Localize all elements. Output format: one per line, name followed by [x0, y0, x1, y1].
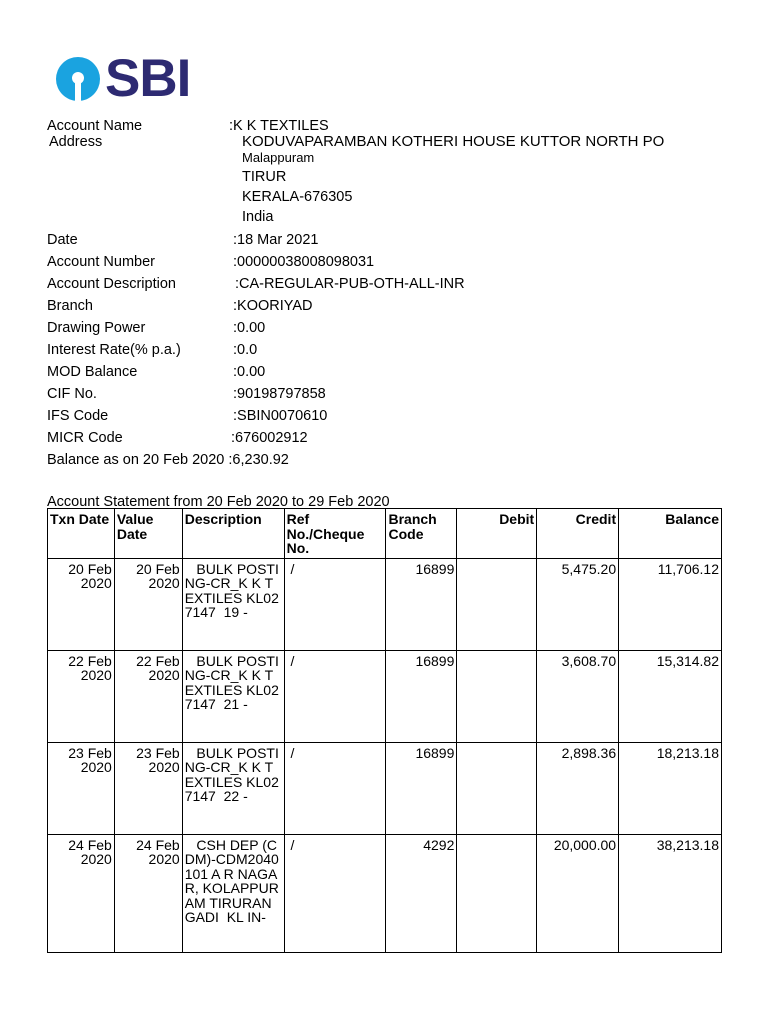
col-header-value-date: Value Date: [114, 509, 182, 559]
table-row: [48, 558, 722, 650]
ref-cell: /: [284, 742, 386, 834]
credit-cell: 3,608.70: [537, 650, 619, 742]
ref-cell: /: [284, 834, 386, 952]
col-header-balance: Balance: [619, 509, 722, 559]
address-line: KODUVAPARAMBAN KOTHERI HOUSE KUTTOR NORTH PO: [242, 133, 665, 150]
ifs-code-label: IFS Code: [47, 408, 109, 424]
branch-code-cell: 16899: [386, 742, 457, 834]
interest-rate-label: Interest Rate(% p.a.): [47, 342, 181, 358]
col-header-credit: Credit: [537, 509, 619, 559]
address-line: TIRUR: [242, 169, 287, 185]
mod-balance-label: MOD Balance: [47, 364, 138, 380]
debit-cell: [457, 650, 537, 742]
table-row: [48, 742, 722, 834]
credit-cell: 2,898.36: [537, 742, 619, 834]
cif-number-value: :90198797858: [233, 386, 326, 402]
debit-cell: [457, 742, 537, 834]
account-description-value: :CA-REGULAR-PUB-OTH-ALL-INR: [235, 276, 465, 292]
branch-code-cell: 16899: [386, 558, 457, 650]
debit-cell: [457, 558, 537, 650]
branch-code-cell: 16899: [386, 650, 457, 742]
txn-date-cell: 20 Feb 2020: [48, 558, 115, 650]
date-label: Date: [47, 232, 78, 248]
credit-cell: 20,000.00: [537, 834, 619, 952]
address-line: India: [242, 209, 274, 225]
value-date-cell: 22 Feb 2020: [114, 650, 182, 742]
account-description-label: Account Description: [47, 276, 176, 292]
micr-code-label: MICR Code: [47, 430, 123, 446]
sbi-logo: [55, 49, 191, 108]
branch-label: Branch: [47, 298, 93, 314]
txn-date-cell: 23 Feb 2020: [48, 742, 115, 834]
address-label: Address: [49, 134, 103, 150]
branch-value: :KOORIYAD: [233, 298, 313, 314]
ref-cell: /: [284, 558, 386, 650]
table-header-row: [48, 509, 722, 559]
credit-cell: 5,475.20: [537, 558, 619, 650]
description-cell: CSH DEP (CDM)-CDM2040101 A R NAGAR, KOLAPPURAM TIRURANGADI KL IN-: [182, 834, 284, 952]
interest-rate-value: :0.0: [233, 342, 258, 358]
account-number-label: Account Number: [47, 254, 155, 270]
address-line: Malappuram: [242, 150, 315, 165]
drawing-power-label: Drawing Power: [47, 320, 146, 336]
col-header-ref-no: Ref No./Cheque No.: [284, 509, 386, 559]
value-date-cell: 23 Feb 2020: [114, 742, 182, 834]
address-line: KERALA-676305: [242, 189, 353, 205]
debit-cell: [457, 834, 537, 952]
statement-title: Account Statement from 20 Feb 2020 to 29 Feb 2020: [47, 494, 390, 510]
balance-cell: 15,314.82: [619, 650, 722, 742]
cif-number-label: CIF No.: [47, 386, 97, 402]
balance-cell: 38,213.18: [619, 834, 722, 952]
transactions-table: [47, 508, 722, 953]
col-header-debit: Debit: [457, 509, 537, 559]
sbi-logo-text: SBI: [105, 49, 191, 108]
description-cell: BULK POSTING-CR_K K TEXTILES KL027147 22 -: [182, 742, 284, 834]
address-block: [242, 134, 664, 225]
col-header-txn-date: Txn Date: [48, 509, 115, 559]
value-date-cell: 20 Feb 2020: [114, 558, 182, 650]
ifs-code-value: :SBIN0070610: [233, 408, 328, 424]
date-value: :18 Mar 2021: [233, 232, 319, 248]
txn-date-cell: 22 Feb 2020: [48, 650, 115, 742]
drawing-power-value: :0.00: [233, 320, 266, 336]
branch-code-cell: 4292: [386, 834, 457, 952]
ref-cell: /: [284, 650, 386, 742]
sbi-keyhole-icon: [55, 56, 101, 102]
table-row: [48, 650, 722, 742]
description-cell: BULK POSTING-CR_K K TEXTILES KL027147 21 -: [182, 650, 284, 742]
description-cell: BULK POSTING-CR_K K TEXTILES KL027147 19 -: [182, 558, 284, 650]
col-header-description: Description: [182, 509, 284, 559]
balance-cell: 18,213.18: [619, 742, 722, 834]
value-date-cell: 24 Feb 2020: [114, 834, 182, 952]
txn-date-cell: 24 Feb 2020: [48, 834, 115, 952]
table-row: [48, 834, 722, 952]
mod-balance-value: :0.00: [233, 364, 266, 380]
col-header-branch-code: Branch Code: [386, 509, 457, 559]
micr-code-value: :676002912: [231, 430, 308, 446]
opening-balance-line: Balance as on 20 Feb 2020 :6,230.92: [47, 452, 289, 468]
balance-cell: 11,706.12: [619, 558, 722, 650]
account-number-value: :00000038008098031: [233, 254, 375, 270]
account-name-label: Account Name: [47, 118, 143, 134]
account-name-value: :K K TEXTILES: [229, 118, 329, 134]
